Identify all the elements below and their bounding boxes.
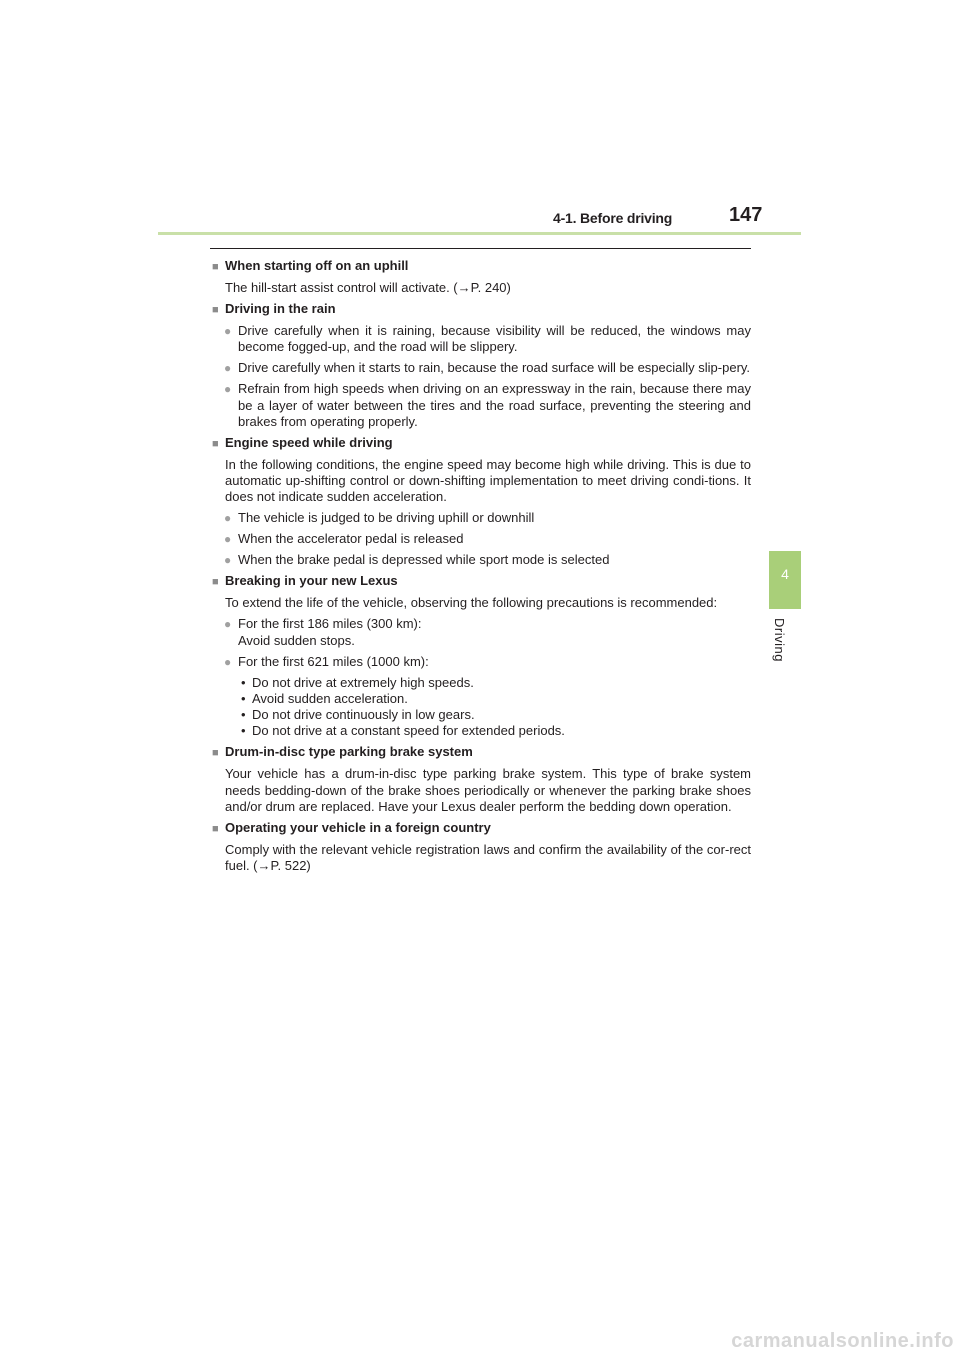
list-item: ● Refrain from high speeds when driving on an expressway in the rain, because there may be a layer of water between the tires and the road surface, preventing the steering and brakes from operating properly. (224, 381, 751, 429)
section-title: 4-1. Before driving (553, 210, 673, 226)
dot-bullet-icon: • (241, 723, 246, 739)
square-bullet-icon: ■ (212, 822, 219, 835)
list-item: ● The vehicle is judged to be driving uphill or downhill (224, 510, 535, 526)
circle-bullet-icon: ● (224, 382, 232, 397)
list-item: ● For the first 621 miles (1000 km): (224, 653, 429, 669)
sub-list-item: • Do not drive continuously in low gears. (241, 707, 475, 723)
sub-list-item: • Do not drive at a constant speed for extended periods. (241, 723, 565, 739)
list-item: ● For the first 186 miles (300 km): Avoid sudden stops. (224, 616, 422, 648)
dot-bullet-icon: • (241, 690, 246, 706)
section-paragraph: In the following conditions, the engine speed may become high while driving. This is due to automatic up-shifting control or down-shifting implementation to meet driving condi-tions. It does not indicate sudden acceleration. (225, 456, 751, 505)
section-heading: ■ When starting off on an uphill (212, 258, 751, 275)
list-item: ● Drive carefully when it is raining, because visibility will be reduced, the windows may become fogged-up, and the road will be slippery. (224, 322, 751, 355)
section-paragraph: Your vehicle has a drum-in-disc type parking brake system. This type of brake system needs bedding-down of the brake shoes periodically or whenever the parking brake shoes and/or drum are replaced. Have your Lexus dealer perform the bedding down operation. (225, 766, 751, 814)
chapter-tab-number: 4 (781, 566, 789, 582)
section-paragraph: To extend the life of the vehicle, observing the following precautions is recommended: (225, 595, 718, 611)
circle-bullet-icon: ● (224, 654, 232, 669)
section-paragraph: The hill-start assist control will activate. (→P. 240) (225, 279, 511, 295)
section-heading: ■ Driving in the rain (212, 301, 751, 318)
circle-bullet-icon: ● (224, 617, 232, 632)
page-content (212, 258, 751, 875)
sub-list-item: • Avoid sudden acceleration. (241, 690, 408, 706)
content-top-rule (210, 248, 751, 249)
circle-bullet-icon: ● (224, 361, 232, 376)
chapter-tab-label: Driving (772, 618, 787, 662)
section-heading: ■ Drum-in-disc type parking brake system (212, 744, 751, 761)
square-bullet-icon: ■ (212, 747, 219, 760)
circle-bullet-icon: ● (224, 553, 232, 568)
page-number: 147 (729, 204, 763, 226)
sub-list-item: • Do not drive at extremely high speeds. (241, 674, 474, 690)
section-heading: ■ Engine speed while driving (212, 435, 751, 452)
circle-bullet-icon: ● (224, 511, 232, 526)
square-bullet-icon: ■ (212, 576, 219, 589)
circle-bullet-icon: ● (224, 532, 232, 547)
list-item: ● When the brake pedal is depressed while sport mode is selected (224, 552, 610, 568)
list-item: ● Drive carefully when it starts to rain, because the road surface will be especially slip-pery. (224, 360, 751, 376)
section-paragraph: Comply with the relevant vehicle registration laws and confirm the availability of the cor-rect fuel. (→P. 522) (225, 841, 751, 874)
square-bullet-icon: ■ (212, 437, 219, 450)
list-item-detail: Avoid sudden stops. (238, 632, 355, 648)
square-bullet-icon: ■ (212, 261, 219, 273)
header-rule (158, 232, 801, 235)
watermark: carmanualsonline.info (731, 1330, 954, 1352)
section-heading: ■ Operating your vehicle in a foreign country (212, 820, 751, 837)
dot-bullet-icon: • (241, 707, 246, 723)
circle-bullet-icon: ● (224, 323, 232, 338)
list-item: ● When the accelerator pedal is released (224, 531, 464, 547)
dot-bullet-icon: • (241, 674, 246, 690)
square-bullet-icon: ■ (212, 303, 219, 316)
section-heading: ■ Breaking in your new Lexus (212, 573, 751, 590)
